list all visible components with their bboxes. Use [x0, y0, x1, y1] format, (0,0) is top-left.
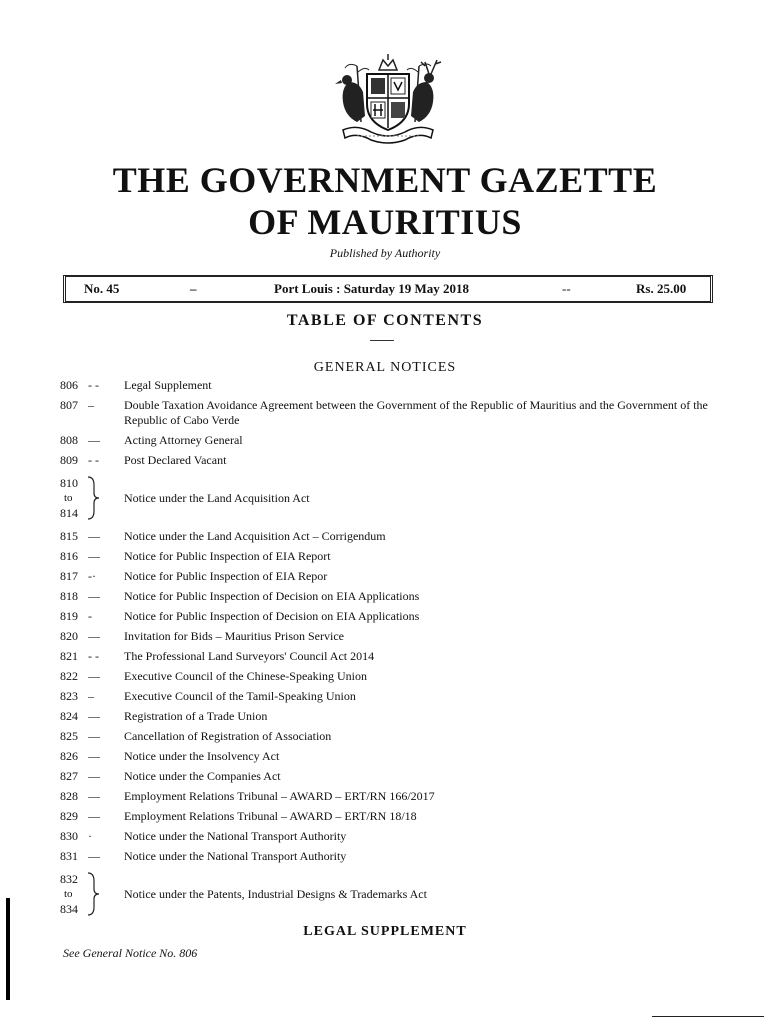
entry-separator: —: [88, 529, 100, 543]
toc-entry: [60, 529, 710, 544]
toc-entry: [60, 378, 710, 393]
issue-price: Rs. 25.00: [636, 281, 687, 296]
toc-entry: [60, 849, 710, 864]
notice-title: Executive Council of the Tamil-Speaking Union: [124, 689, 356, 703]
toc-entry: [60, 669, 710, 684]
notice-title: Employment Relations Tribunal – AWARD – ERT/RN 18/18: [124, 809, 417, 823]
general-notices-heading: GENERAL NOTICES: [313, 360, 457, 375]
notice-title: Notice for Public Inspection of Decision on EIA Applications: [124, 589, 420, 603]
notice-title: Notice under the National Transport Authority: [124, 829, 347, 843]
brace: [86, 475, 120, 521]
heading-divider: [370, 340, 394, 341]
entry-separator: —: [88, 589, 100, 603]
notice-number: 831: [60, 849, 78, 863]
brace: [86, 871, 120, 917]
entry-separator: -: [88, 609, 92, 623]
entry-separator: -·: [88, 569, 96, 583]
brace-icon: [86, 475, 120, 521]
legal-supplement-note: See General Notice No. 806: [63, 946, 198, 960]
notice-number: 826: [60, 749, 78, 763]
notice-number: 808: [60, 433, 78, 447]
notice-title: Employment Relations Tribunal – AWARD – ERT/RN 166/2017: [124, 789, 435, 803]
notice-number-range: [60, 476, 86, 521]
entry-separator: —: [88, 849, 100, 863]
entry-separator: —: [88, 669, 100, 683]
entry-separator: —: [88, 809, 100, 823]
toc-entry: [60, 649, 710, 664]
entry-separator: —: [88, 769, 100, 783]
notice-title: Registration of a Trade Union: [124, 709, 268, 723]
toc-entry: [60, 789, 710, 804]
entry-separator: - -: [88, 649, 99, 663]
published-by-authority: Published by Authority: [329, 246, 441, 260]
toc-entry: [60, 729, 710, 744]
footer-rule: [652, 1016, 764, 1017]
notice-number-from: 832: [60, 871, 78, 886]
entry-separator: - -: [88, 378, 99, 392]
notice-title: Post Declared Vacant: [124, 453, 227, 467]
entry-separator: —: [88, 549, 100, 563]
entry-separator: ·: [88, 829, 92, 843]
toc-entry: [60, 398, 710, 428]
toc-entry-range: [60, 473, 710, 523]
notice-number-to: 814: [60, 505, 78, 520]
notice-title: Executive Council of the Chinese-Speaking Union: [124, 669, 367, 683]
notice-number: 817: [60, 569, 78, 583]
toc-entry: [60, 689, 710, 704]
entry-separator: –: [88, 689, 94, 703]
notice-title: Notice under the Land Acquisition Act: [124, 490, 310, 505]
notice-number: 825: [60, 729, 78, 743]
notice-number: 827: [60, 769, 78, 783]
toc-entry: [60, 569, 710, 584]
issue-place-date: Port Louis : Saturday 19 May 2018: [274, 281, 469, 296]
toc-entry: [60, 453, 710, 468]
entry-separator: —: [88, 629, 100, 643]
notice-number-to: 834: [60, 901, 78, 916]
notice-number: 829: [60, 809, 78, 823]
toc-entry: [60, 709, 710, 724]
toc-entry-list: [60, 378, 710, 925]
notice-title: Legal Supplement: [124, 378, 212, 392]
notice-number: 828: [60, 789, 78, 803]
issue-info-bar: [63, 275, 713, 303]
entry-separator: —: [88, 433, 100, 447]
notice-number: 824: [60, 709, 78, 723]
notice-number: 818: [60, 589, 78, 603]
notice-number: 821: [60, 649, 78, 663]
entry-separator: —: [88, 789, 100, 803]
notice-number: 815: [60, 529, 78, 543]
toc-entry: [60, 433, 710, 448]
notice-title: Cancellation of Registration of Association: [124, 729, 332, 743]
issue-number: No. 45: [84, 281, 120, 296]
entry-separator: —: [88, 709, 100, 723]
notice-number-to-word: to: [64, 887, 73, 900]
notice-title: Double Taxation Avoidance Agreement between the Government of the Republic of Mauritius and the Government of the Republic of Cabo Verde: [124, 398, 708, 427]
toc-entry: [60, 609, 710, 624]
toc-entry: [60, 629, 710, 644]
toc-entry: [60, 749, 710, 764]
notice-title: Invitation for Bids – Mauritius Prison Service: [124, 629, 344, 643]
gazette-title-line1: THE GOVERNMENT GAZETTE: [112, 160, 658, 200]
notice-title: Notice under the Companies Act: [124, 769, 281, 783]
notice-number: 809: [60, 453, 78, 467]
notice-number: 823: [60, 689, 78, 703]
notice-number: 820: [60, 629, 78, 643]
margin-rule: [6, 898, 10, 1000]
notice-title: Notice under the Insolvency Act: [124, 749, 280, 763]
toc-entry: [60, 769, 710, 784]
brace-icon: [86, 871, 120, 917]
notice-title: The Professional Land Surveyors' Council Act 2014: [124, 649, 375, 663]
notice-title: Acting Attorney General: [124, 433, 243, 447]
entry-separator: –: [88, 398, 94, 412]
notice-number: 822: [60, 669, 78, 683]
notice-number-from: 810: [60, 475, 78, 490]
notice-number-to-word: to: [64, 491, 73, 504]
entry-separator: - -: [88, 453, 99, 467]
entry-separator: —: [88, 749, 100, 763]
notice-title: Notice for Public Inspection of EIA Repor: [124, 569, 328, 583]
mauritius-coat-of-arms-emblem: [327, 52, 449, 148]
legal-supplement-heading: LEGAL SUPPLEMENT: [303, 924, 467, 939]
notice-number: 816: [60, 549, 78, 563]
gazette-title-line2: OF MAURITIUS: [248, 202, 522, 242]
notice-number: 830: [60, 829, 78, 843]
toc-entry: [60, 829, 710, 844]
toc-entry: [60, 589, 710, 604]
notice-title: Notice for Public Inspection of Decision on EIA Applications: [124, 609, 420, 623]
notice-title: Notice for Public Inspection of EIA Report: [124, 549, 331, 563]
notice-number: 806: [60, 378, 78, 392]
issue-bar-dash: –: [190, 281, 197, 296]
notice-title: Notice under the Land Acquisition Act – Corrigendum: [124, 529, 386, 543]
notice-number-range: [60, 872, 86, 917]
toc-entry: [60, 549, 710, 564]
toc-entry: [60, 809, 710, 824]
toc-entry-range: [60, 869, 710, 919]
entry-separator: —: [88, 729, 100, 743]
notice-title: Notice under the National Transport Authority: [124, 849, 347, 863]
notice-number: 807: [60, 398, 78, 412]
notice-number: 819: [60, 609, 78, 623]
table-of-contents-heading: TABLE OF CONTENTS: [286, 312, 484, 329]
notice-title: Notice under the Patents, Industrial Designs & Trademarks Act: [124, 886, 427, 901]
issue-bar-dash: --: [562, 281, 571, 296]
